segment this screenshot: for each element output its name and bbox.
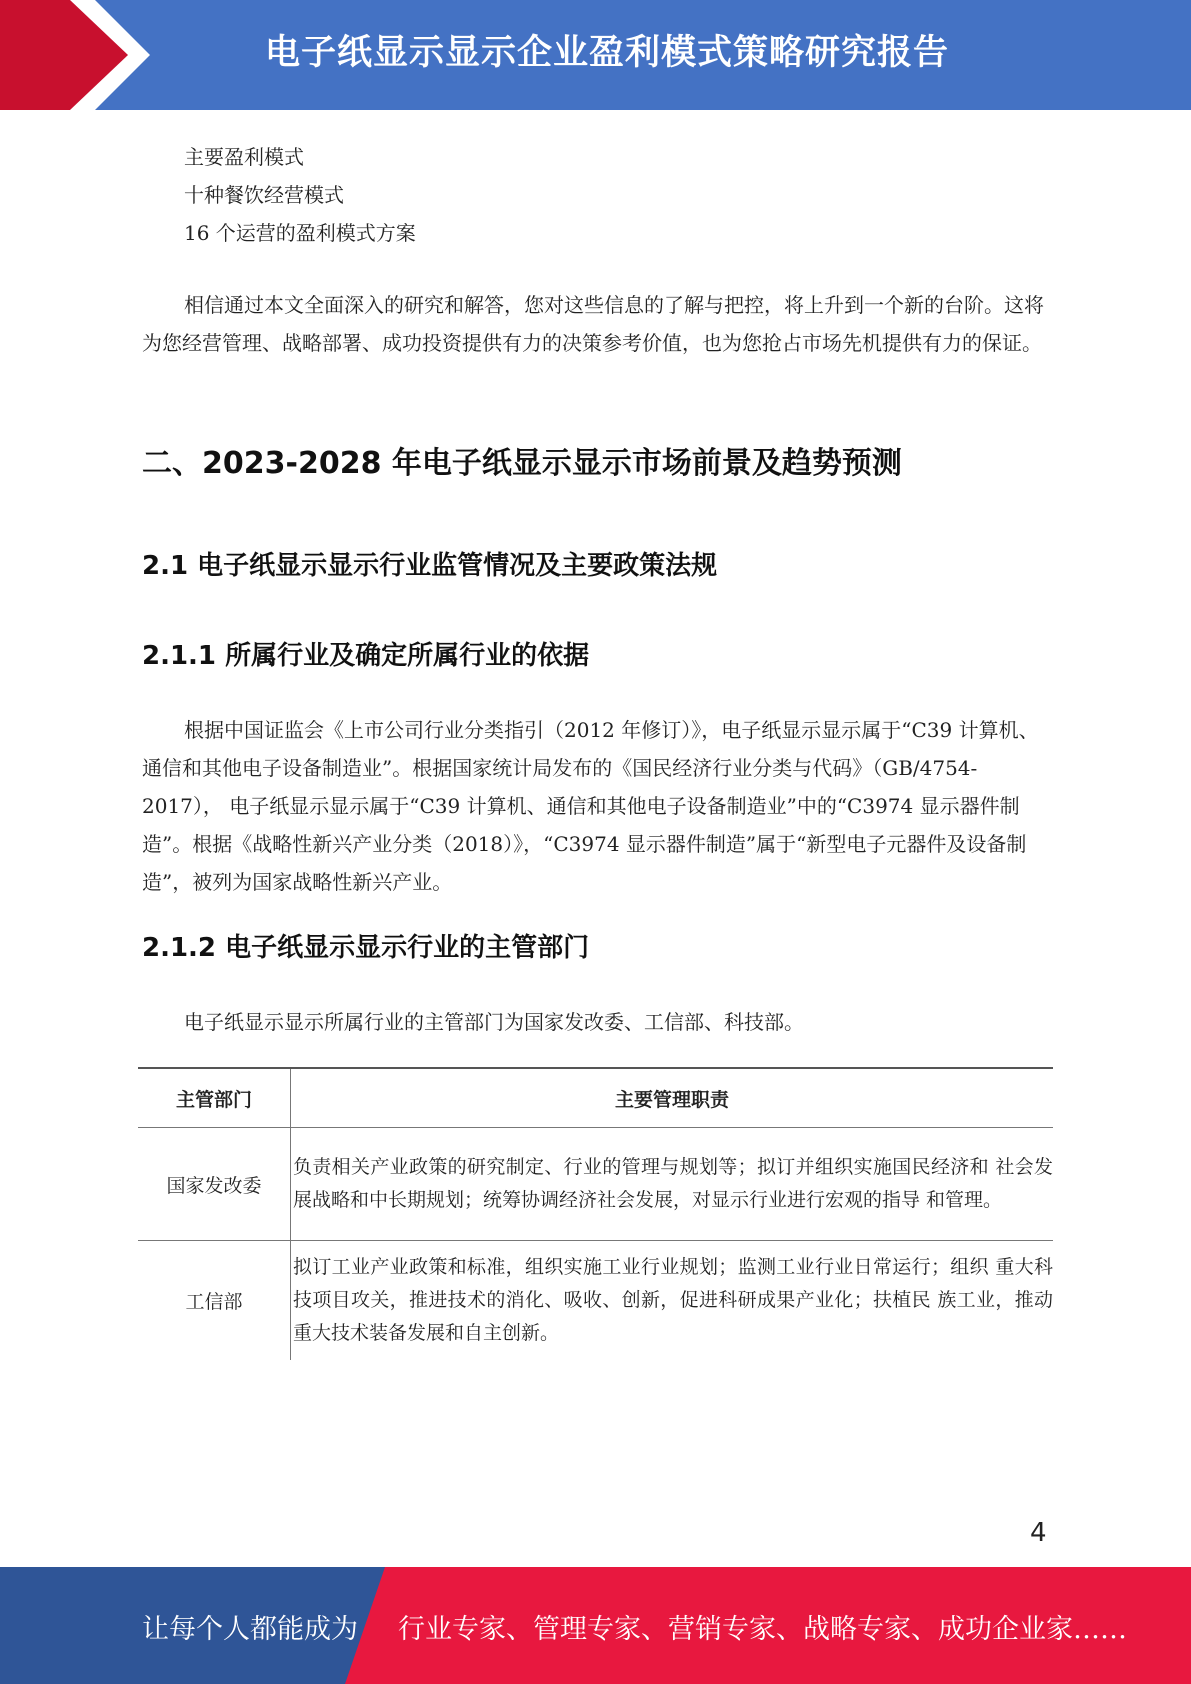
section-2-1-2-heading: 2.1.2 电子纸显示显示行业的主管部门 — [142, 933, 590, 963]
table-row — [138, 1128, 1053, 1241]
footer-slogan-right: 行业专家、管理专家、营销专家、战略专家、成功企业家…… — [398, 1614, 1127, 1645]
report-title: 电子纸显示显示企业盈利模式策略研究报告 — [265, 33, 950, 73]
page-footer — [0, 1567, 1191, 1684]
regulator-table — [138, 1067, 1053, 1360]
table-cell-duty: 负责相关产业政策的研究制定、行业的管理与规划等；拟订并组织实施国民经济和 社会发展战略和中长期规划；统筹协调经济社会发展，对显示行业进行宏观的指导 和管理。 — [291, 1128, 1054, 1241]
list-item: 主要盈利模式 — [184, 145, 304, 169]
table-header-dept: 主管部门 — [138, 1068, 291, 1128]
page-number: 4 — [1030, 1518, 1047, 1548]
table-cell-dept: 工信部 — [138, 1241, 291, 1361]
table-row — [138, 1241, 1053, 1361]
table-cell-duty: 拟订工业产业政策和标准，组织实施工业行业规划；监测工业行业日常运行；组织 重大科技项目攻关，推进技术的消化、吸收、创新，促进科研成果产业化；扶植民 族工业，推动重大技术装备发展和自主创新。 — [293, 1256, 1053, 1344]
section-2-1-heading: 2.1 电子纸显示显示行业监管情况及主要政策法规 — [142, 551, 718, 581]
table-header-row — [138, 1068, 1053, 1128]
intro-section — [142, 138, 1052, 252]
section-2-heading: 二、2023-2028 年电子纸显示显示市场前景及趋势预测 — [142, 446, 902, 481]
section-2-1-1-paragraph: 根据中国证监会《上市公司行业分类指引（2012 年修订）》，电子纸显示显示属于“C39 计算机、通信和其他电子设备制造业”。根据国家统计局发布的《国民经济行业分类与代码》（GB/4754-2017）， 电子纸显示显示属于“C39 计算机、通信和其他电子设备制造业”中的“C3974 显示器件制造”。根据《战略性新兴产业分类（2018）》，“C3974 显示器件制造”属于“新型电子元器件及设备制造”，被列为国家战略性新兴产业。 — [142, 718, 1039, 894]
page-header — [0, 0, 1191, 110]
intro-paragraph: 相信通过本文全面深入的研究和解答，您对这些信息的了解与把控，将上升到一个新的台阶。这将为您经营管理、战略部署、成功投资提供有力的决策参考价值，也为您抢占市场先机提供有力的保证。 — [142, 293, 1044, 355]
list-item: 十种餐饮经营模式 — [184, 183, 344, 207]
table-cell-dept: 国家发改委 — [138, 1128, 291, 1241]
section-2-1-2-paragraph: 电子纸显示显示所属行业的主管部门为国家发改委、工信部、科技部。 — [184, 1010, 804, 1034]
footer-slogan-left: 让每个人都能成为 — [142, 1614, 358, 1645]
section-2-1-1-heading: 2.1.1 所属行业及确定所属行业的依据 — [142, 641, 590, 671]
table-header-duty: 主要管理职责 — [291, 1068, 1054, 1128]
list-item: 16 个运营的盈利模式方案 — [184, 221, 416, 245]
